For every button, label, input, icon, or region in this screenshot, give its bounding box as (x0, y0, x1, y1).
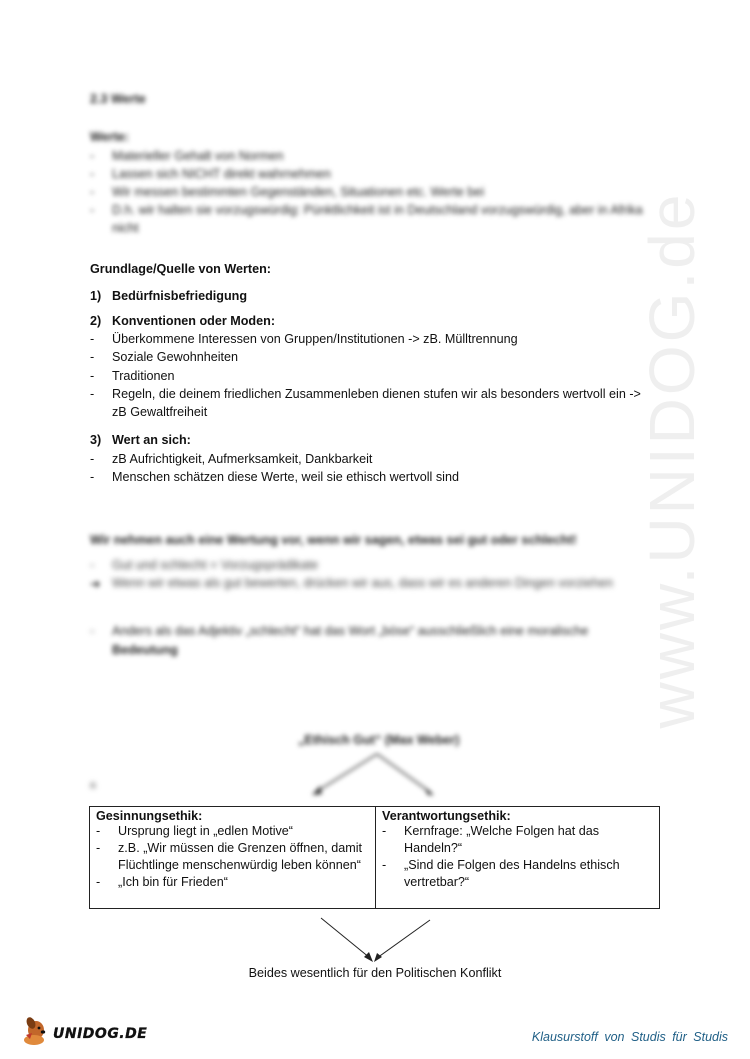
wertung-bullet: Anders als das Adjektiv „schlecht“ hat das Wort „böse“ ausschließlich eine moralische (112, 624, 589, 638)
footer-tagline: Klausurstoff von Studis für Studis (531, 1030, 728, 1044)
table-bullet: - „Sind die Folgen des Handelns ethisch (382, 858, 620, 872)
table-bullet-text: Ursprung liegt in „edlen Motive“ (118, 824, 293, 838)
logo-text: UNIDOG.DE (53, 1026, 148, 1042)
gesinnungsethik-cell (90, 807, 376, 909)
grundlage-bullet: Menschen schätzen diese Werte, weil sie ethisch wertvoll sind (112, 470, 459, 484)
table-bullet-continued (96, 857, 369, 874)
wertung-heading: Wir nehmen auch eine Wertung vor, wenn wir sagen, etwas sei gut oder schlecht! (90, 533, 577, 547)
table-bullet: - Ursprung liegt in „edlen Motive“ (96, 824, 293, 838)
bullet-dash: - (90, 350, 95, 364)
bullet-dash: - (90, 387, 95, 401)
watermark-text: www.UNIDOG.de (636, 191, 708, 729)
bullet-dash: - (90, 332, 95, 346)
table-bullet-continued (382, 874, 653, 891)
bullet-dash: - (90, 167, 95, 181)
list-number: 3) (90, 433, 102, 447)
bullet-dash: - (90, 149, 95, 163)
table-bullet: - Kernfrage: „Welche Folgen hat das (382, 824, 600, 838)
table-bullet-continued (382, 840, 653, 857)
grundlage-item-label: Wert an sich: (112, 433, 191, 447)
bullet-dash: - (90, 558, 95, 572)
table-bullet-text: vertretbar?“ (404, 875, 470, 889)
grundlage-bullet: Überkommene Interessen von Gruppen/Institutionen -> zB. Mülltrennung (112, 332, 518, 346)
werte-label: Werte: (90, 130, 129, 144)
list-number: 2) (90, 314, 102, 328)
werte-item: Wir messen bestimmten Gegenständen, Situationen etc. Werte bei (112, 185, 485, 199)
unidog-logo (22, 1013, 152, 1047)
table-bullet: - z.B. „Wir müssen die Grenzen öffnen, damit (96, 841, 363, 855)
wertung-arrow-item: Wenn wir etwas als gut bewerten, drücken wir aus, dass wir es anderen Dingen vorziehen (112, 576, 613, 590)
wertung-bullet-continued: Bedeutung (112, 643, 178, 657)
converging-arrows (315, 914, 440, 966)
table-bullet: - „Ich bin für Frieden“ (96, 875, 228, 889)
diagram-title: „Ethisch Gut“ (Max Weber) (298, 733, 460, 747)
table-bullet-text: z.B. „Wir müssen die Grenzen öffnen, damit (118, 841, 363, 855)
verantwortungsethik-cell (376, 807, 660, 909)
arrow-icon: ➔ (90, 577, 101, 591)
section-title: 2.3 Werte (90, 92, 146, 106)
grundlage-bullet: Regeln, die deinem friedlichen Zusammenleben dienen stufen wir als besonders wertvoll ein -> (112, 387, 641, 401)
werte-item: Lassen sich NICHT direkt wahrnehmen (112, 167, 331, 181)
verantwortungsethik-title: Verantwortungsethik: (382, 809, 511, 823)
bullet-dash: - (90, 470, 95, 484)
grundlage-item-label: Konventionen oder Moden: (112, 314, 276, 328)
conclusion-text: Beides wesentlich für den Politischen Konflikt (248, 966, 502, 980)
grundlage-bullet: Traditionen (112, 369, 175, 383)
stray-mark: a (90, 780, 96, 791)
table-bullet-text: Kernfrage: „Welche Folgen hat das (404, 824, 600, 838)
diagram-arrows (300, 750, 450, 800)
grundlage-bullet: zB Aufrichtigkeit, Aufmerksamkeit, Dankbarkeit (112, 452, 373, 466)
werte-item: Materieller Gehalt von Normen (112, 149, 284, 163)
bullet-dash: - (90, 624, 95, 638)
table-bullet-text: „Ich bin für Frieden“ (118, 875, 228, 889)
grundlage-item-label: Bedürfnisbefriedigung (112, 289, 248, 303)
grundlage-bullet: Soziale Gewohnheiten (112, 350, 239, 364)
wertung-bullet: Gut und schlecht = Vorzugsprädikate (112, 558, 319, 572)
bullet-dash: - (90, 369, 95, 383)
table-bullet-text: „Sind die Folgen des Handelns ethisch (404, 858, 620, 872)
bullet-dash: - (90, 452, 95, 466)
gesinnungsethik-title: Gesinnungsethik: (96, 809, 203, 823)
table-bullet-text: Handeln?“ (404, 841, 463, 855)
list-number: 1) (90, 289, 102, 303)
bullet-dash: - (90, 203, 95, 217)
bullet-dash: - (90, 185, 95, 199)
grundlage-bullet-continued: zB Gewaltfreiheit (112, 405, 208, 419)
werte-item: D.h. wir halten sie vorzugswürdig: Pünktlichkeit ist in Deutschland vorzugswürdig, aber in Afrika (112, 203, 643, 217)
grundlage-heading: Grundlage/Quelle von Werten: (90, 262, 272, 276)
werte-item-continued: nicht (112, 221, 139, 235)
table-bullet-text: Flüchtlinge menschenwürdig leben können“ (118, 858, 361, 872)
ethics-table (89, 806, 660, 909)
